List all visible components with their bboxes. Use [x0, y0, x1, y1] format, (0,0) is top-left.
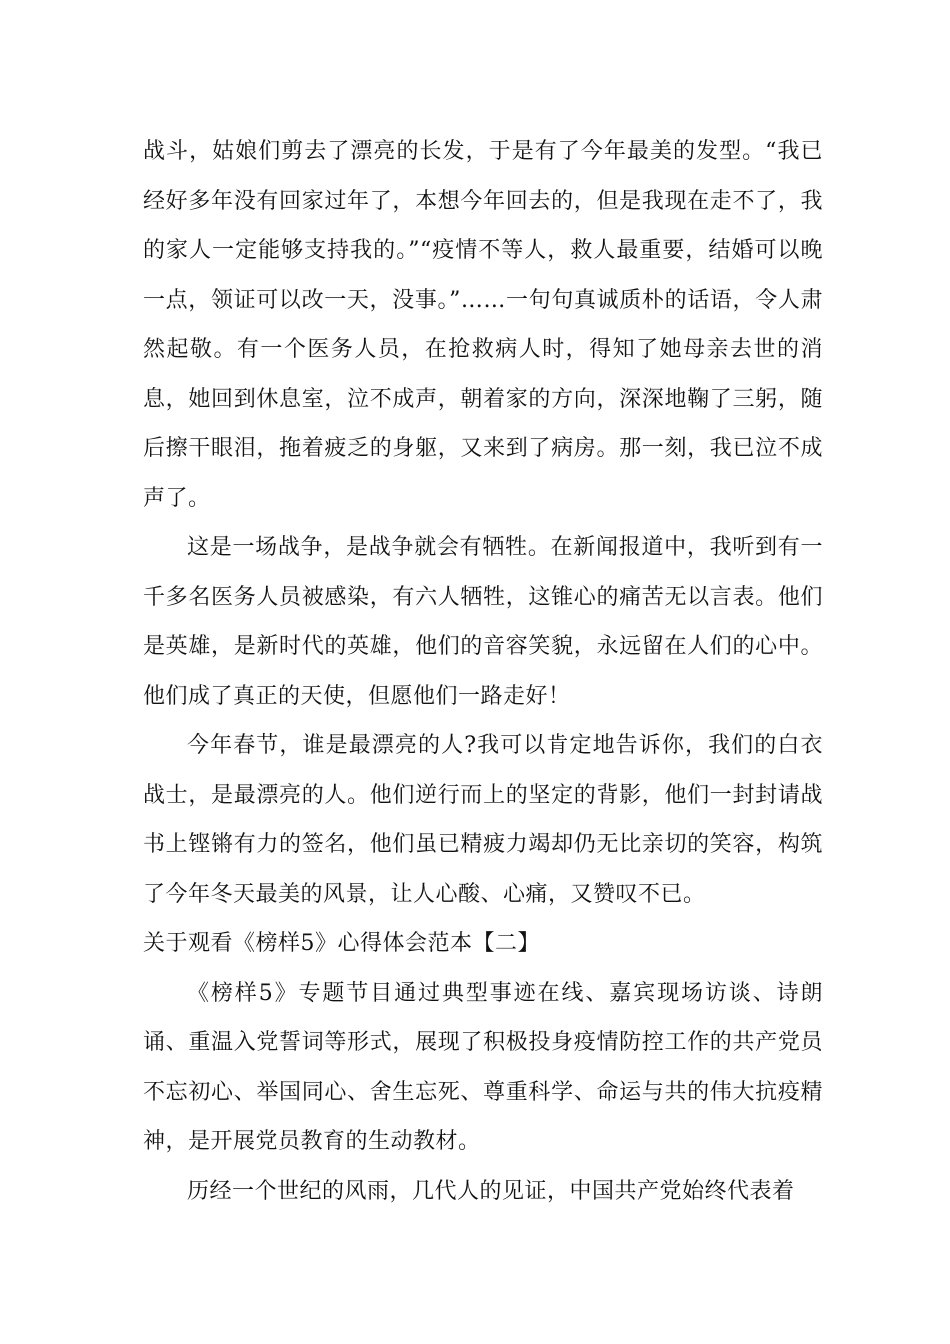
paragraph-3: 今年春节，谁是最漂亮的人?我可以肯定地告诉你，我们的白衣战士，是最漂亮的人。他们逆行而上的坚定的背影，他们一封封请战书上铿锵有力的签名，他们虽已精疲力竭却仍无比亲切的笑容，构筑了今年冬天最美的风景，让人心酸、心痛，又赞叹不已。 — [143, 733, 823, 907]
paragraph-4: 《榜样5》专题节目通过典型事迹在线、嘉宾现场访谈、诗朗诵、重温入党誓词等形式，展现了积极投身疫情防控工作的共产党员不忘初心、举国同心、舍生忘死、尊重科学、命运与共的伟大抗疫精神，是开展党员教育的生动教材。 — [143, 980, 823, 1154]
paragraph-2: 这是一场战争，是战争就会有牺牲。在新闻报道中，我听到有一千多名医务人员被感染，有六人牺牲，这锥心的痛苦无以言表。他们是英雄，是新时代的英雄，他们的音容笑貌，永远留在人们的心中。他们成了真正的天使，但愿他们一路走好！ — [143, 535, 823, 709]
paragraph-5: 历经一个世纪的风雨，几代人的见证，中国共产党始终代表着 — [187, 1178, 795, 1204]
paragraph-1: 战斗，姑娘们剪去了漂亮的长发，于是有了今年最美的发型。“我已经好多年没有回家过年了，本想今年回去的，但是我现在走不了，我的家人一定能够支持我的。”“疫情不等人，救人最重要，结婚可以晚一点，领证可以改一天，没事。”……一句句真诚质朴的话语，令人肃然起敬。有一个医务人员，在抢救病人时，得知了她母亲去世的消息，她回到休息室，泣不成声，朝着家的方向，深深地鞠了三躬，随后擦干眼泪，拖着疲乏的身躯，又来到了病房。那一刻，我已泣不成声了。 — [143, 139, 823, 511]
section-heading: 关于观看《榜样5》心得体会范本【二】 — [143, 931, 540, 956]
document-body — [143, 127, 823, 1216]
